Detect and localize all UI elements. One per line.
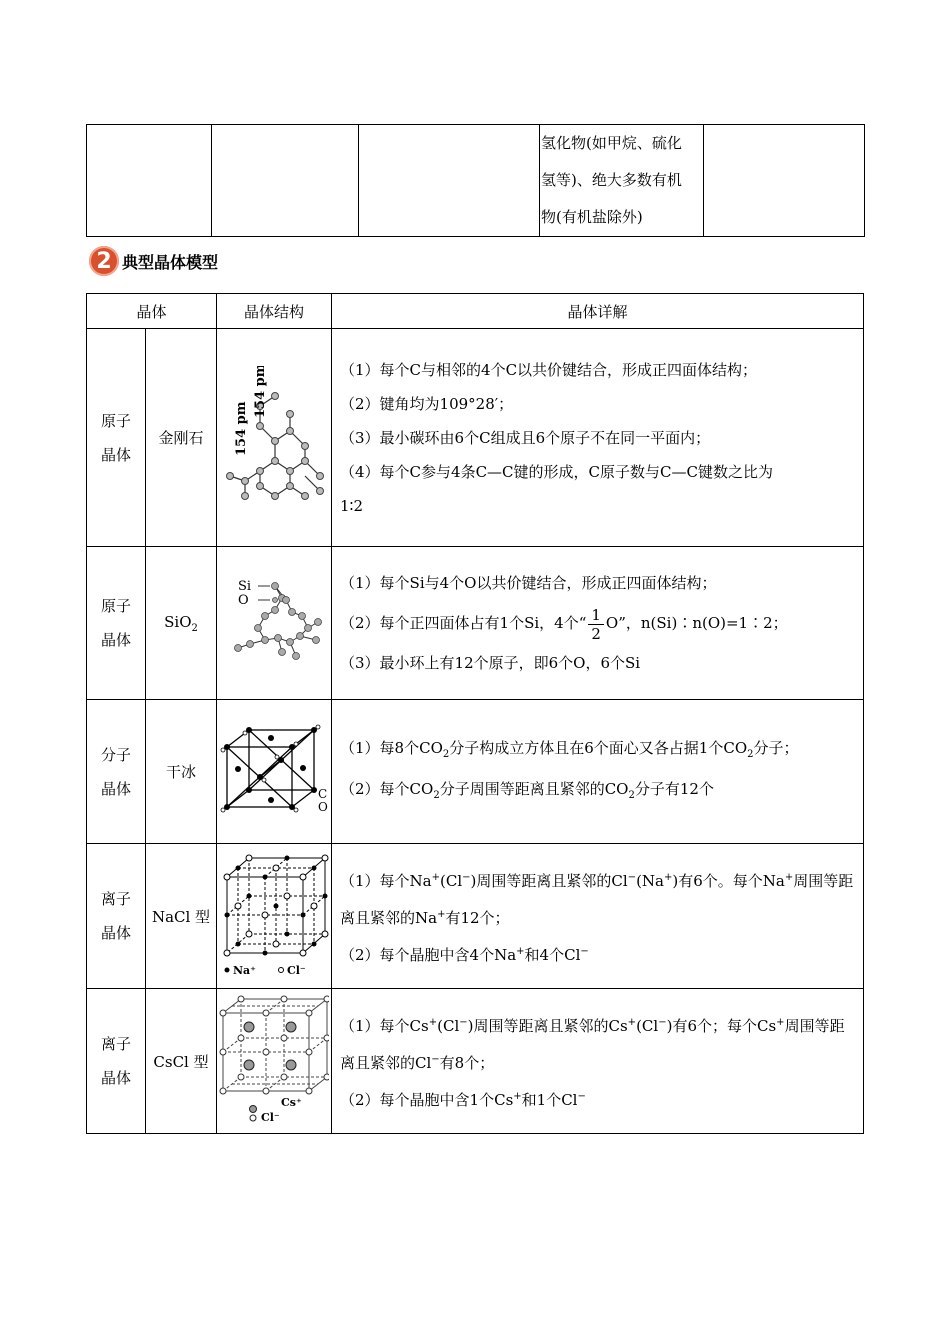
cl-legend-label: Cl⁻ (261, 1111, 280, 1123)
continuation-table (86, 124, 865, 237)
fraction: $\frac{1}{2}$ (588, 606, 604, 643)
nacl-structure-figure (217, 844, 332, 989)
o-label: O (238, 593, 249, 608)
crystal-name: CsCl 型 (146, 989, 217, 1134)
crystal-model-table (86, 293, 864, 1134)
crystal-type: 原子 晶体 (87, 547, 146, 700)
table-row (87, 989, 864, 1134)
empty-cell (359, 125, 540, 237)
crystal-name: 金刚石 (146, 329, 217, 547)
cscl-lattice-image (219, 995, 329, 1123)
na-legend-label: Na⁺ (233, 963, 256, 977)
crystal-details: （1）每个Na+(Cl−)周围等距离且紧邻的Cl−(Na+)有6个。每个Na+周围等距离且紧邻的Na+有12个； （2）每个晶胞中含4个Na+和4个Cl− (332, 844, 864, 989)
diamond-structure-figure (217, 329, 332, 547)
table-header-row (87, 294, 864, 329)
table-row (87, 547, 864, 700)
section-heading (89, 244, 218, 278)
crystal-details: （1）每个Si与4个O以共价键结合，形成正四面体结构； （2）每个正四面体占有1个Si，4个“ $\frac{1}{2}$ O”，n(Si)∶n(O)=1∶2； （3）最小环上有12个原子，即6个O，6个Si (332, 547, 864, 700)
carbon-label: C (318, 787, 328, 801)
bond-length-label: 154 pm (234, 400, 249, 456)
sio2-structure-figure (217, 547, 332, 700)
crystal-name: 干冰 (146, 700, 217, 844)
table-row (87, 700, 864, 844)
oxygen-label: O (318, 800, 328, 814)
crystal-type: 离子 晶体 (87, 844, 146, 989)
continuation-text: 氢化物(如甲烷、硫化 氢等)、绝大多数有机 物(有机盐除外) (540, 125, 704, 237)
table-row (87, 329, 864, 547)
crystal-type: 分子 晶体 (87, 700, 146, 844)
bond-length-label: 154 pm (253, 365, 268, 418)
crystal-name: SiO$_2$ (146, 547, 217, 700)
empty-cell (704, 125, 865, 237)
crystal-details: （1）每8个$CO_2$分子构成立方体且在6个面心又各占据1个$CO_2$分子； （2）每个$CO_2$分子周围等距离且紧邻的$CO_2$分子有12个 (332, 700, 864, 844)
dry-ice-lattice-image (219, 722, 329, 817)
section-number-badge: 2 (89, 246, 119, 276)
table-row (87, 844, 864, 989)
diamond-lattice-image (220, 366, 328, 506)
cs-legend-label: Cs⁺ (281, 1096, 302, 1109)
cscl-structure-figure (217, 989, 332, 1134)
crystal-name: NaCl 型 (146, 844, 217, 989)
header-details: 晶体详解 (332, 294, 864, 329)
crystal-type: 离子 晶体 (87, 989, 146, 1134)
crystal-details: （1）每个C与相邻的4个C以共价键结合，形成正四面体结构； （2）键角均为109°28′； （3）最小碳环由6个C组成且6个原子不在同一平面内； （4）每个C参与4条C—C键的形成，C原子数与C—C键数之比为 1∶2 (332, 329, 864, 547)
empty-cell (212, 125, 359, 237)
header-crystal: 晶体 (87, 294, 217, 329)
section-title: 典型晶体模型 (122, 252, 219, 272)
dry-ice-structure-figure (217, 700, 332, 844)
si-label: Si (238, 579, 252, 594)
header-structure: 晶体结构 (217, 294, 332, 329)
nacl-lattice-image (219, 852, 329, 977)
cl-legend-label: Cl⁻ (287, 963, 306, 977)
empty-cell (87, 125, 212, 237)
crystal-type: 原子 晶体 (87, 329, 146, 547)
sio2-lattice-image (220, 576, 328, 666)
crystal-details: （1）每个Cs+(Cl−)周围等距离且紧邻的Cs+(Cl−)有6个；每个Cs+周围等距离且紧邻的Cl−有8个； （2）每个晶胞中含1个Cs+和1个Cl− (332, 989, 864, 1134)
